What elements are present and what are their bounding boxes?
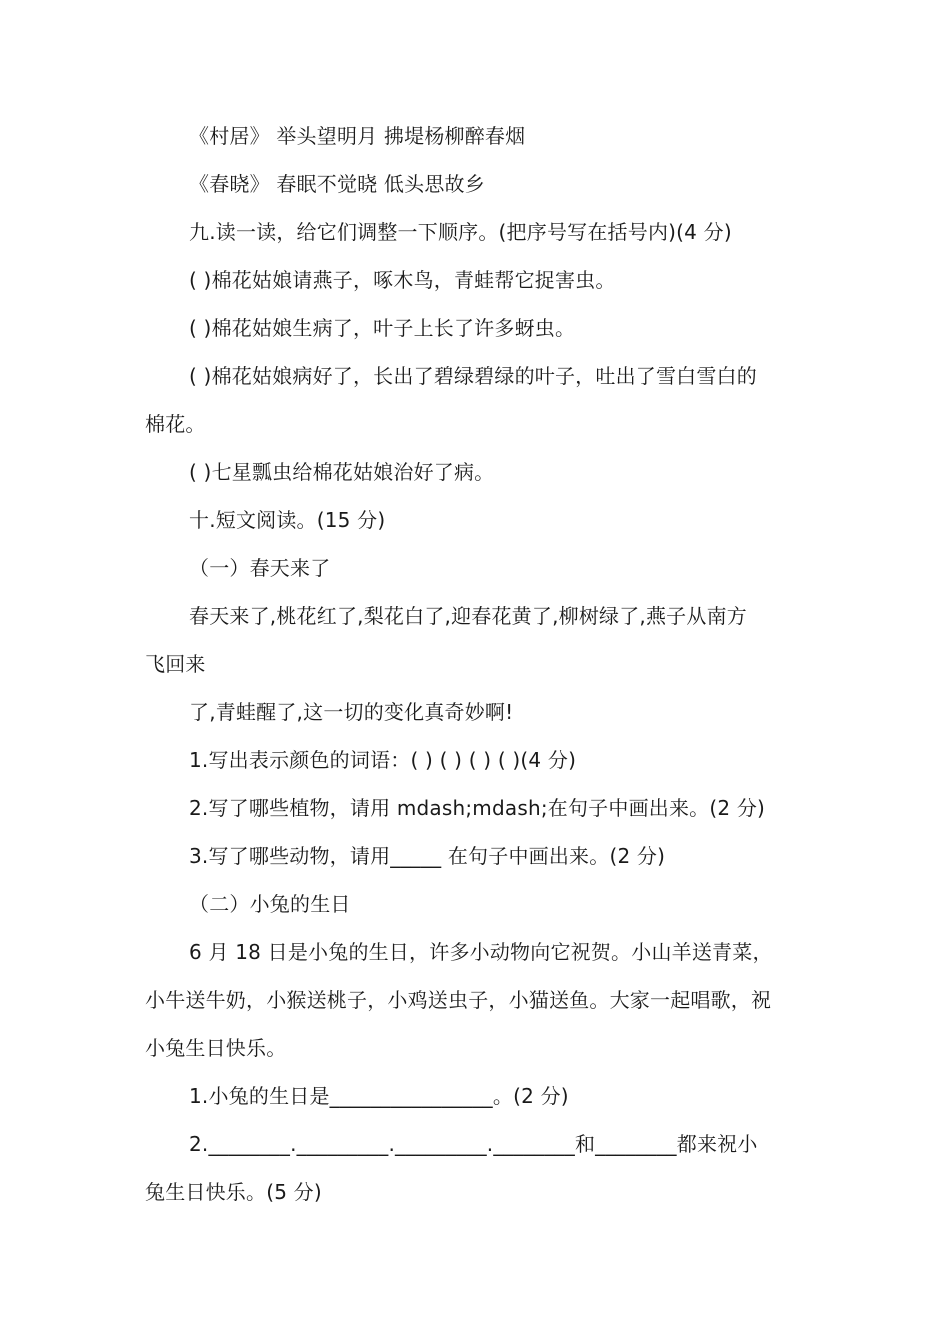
document-body	[145, 112, 810, 1216]
order-item-3-continued: 棉花。	[145, 412, 206, 436]
passage-2-text: 6 月 18 日是小兔的生日，许多小动物向它祝贺。小山羊送青菜，	[189, 940, 773, 964]
poem-line-cunju: 《村居》 举头望明月 拂堤杨柳醉春烟	[189, 124, 526, 148]
passage-2-question-2-continued: 兔生日快乐。(5 分)	[145, 1180, 322, 1204]
passage-1-question-1: 1.写出表示颜色的词语：( ) ( ) ( ) ( )(4 分)	[189, 748, 577, 772]
passage-2-text-continued: 小牛送牛奶，小猴送桃子，小鸡送虫子，小猫送鱼。大家一起唱歌，祝	[145, 988, 772, 1012]
order-item-1: ( )棉花姑娘请燕子，啄木鸟，青蛙帮它捉害虫。	[189, 268, 616, 292]
passage-2-text-end: 小兔生日快乐。	[145, 1036, 287, 1060]
order-item-4: ( )七星瓢虫给棉花姑娘治好了病。	[189, 460, 495, 484]
order-item-2: ( )棉花姑娘生病了，叶子上长了许多蚜虫。	[189, 316, 576, 340]
poem-line-chunxiao: 《春晓》 春眠不觉晓 低头思故乡	[189, 172, 485, 196]
order-item-3: ( )棉花姑娘病好了，长出了碧绿碧绿的叶子，吐出了雪白雪白的	[189, 364, 757, 388]
passage-1-text-continued: 飞回来	[145, 652, 206, 676]
passage-1-text-end: 了,青蛙醒了,这一切的变化真奇妙啊!	[189, 700, 514, 724]
passage-2-title: （二）小兔的生日	[189, 892, 351, 916]
passage-1-text: 春天来了,桃花红了,梨花白了,迎春花黄了,柳树绿了,燕子从南方	[189, 604, 747, 628]
passage-2-question-1: 1.小兔的生日是________________。(2 分)	[189, 1084, 569, 1108]
question-10-heading: 十.短文阅读。(15 分)	[189, 508, 386, 532]
question-9-heading: 九.读一读，给它们调整一下顺序。(把序号写在括号内)(4 分)	[189, 220, 732, 244]
passage-1-question-3: 3.写了哪些动物，请用_____ 在句子中画出来。(2 分)	[189, 844, 666, 868]
passage-2-question-2: 2.________._________._________.________和________都来祝小	[189, 1132, 758, 1156]
passage-1-title: （一）春天来了	[189, 556, 331, 580]
passage-1-question-2: 2.写了哪些植物，请用 mdash;mdash;在句子中画出来。(2 分)	[189, 796, 766, 820]
